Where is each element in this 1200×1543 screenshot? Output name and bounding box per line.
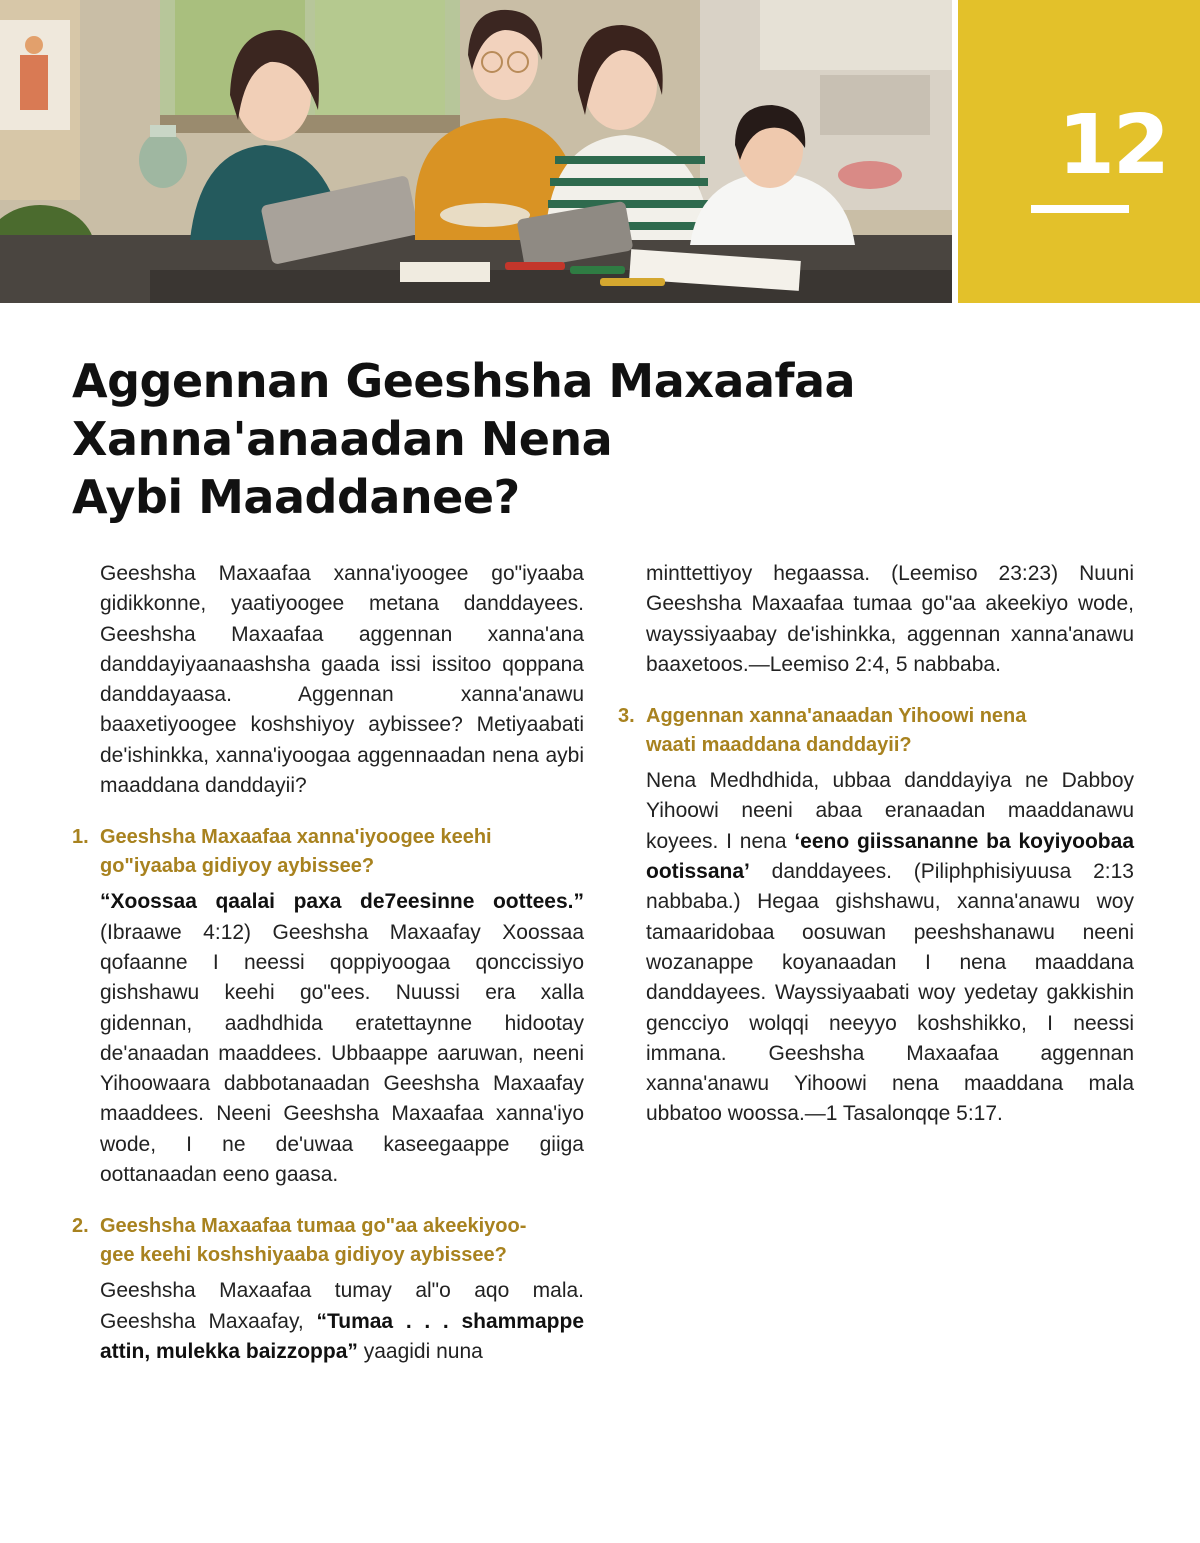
answer-3 <box>646 766 1134 1130</box>
question-number: 1. <box>72 826 89 849</box>
question-line: Aggennan xanna'anaadan Yihoowi nena <box>646 705 1027 728</box>
question-line: go"iyaaba gidiyoy aybissee? <box>100 855 375 878</box>
intro-paragraph: Geeshsha Maxaafaa xanna'iyoogee go"iyaaba gidikkonne, yaatiyoogee metana danddayees. Geeshsha Maxaafaa aggennan xanna'ana danddayiyaanaashsha gaada issi issitoo qoppana danddayaasa. Aggennan xanna'anawu baaxetiyoogee koshshiyoy aybissee? Metiyaabati de'ishinkka, xanna'iyoogaa aggennaadan nena aybi maaddana danddayii? <box>100 562 584 798</box>
scripture-quote: “Xoossaa qaalai paxa de7eesinne oottees.” <box>100 890 584 914</box>
page-title <box>72 352 892 526</box>
left-column <box>72 559 584 1367</box>
question-2 <box>72 1212 584 1270</box>
answer-2-continued: minttettiyoy hegaassa. (Leemiso 23:23) Nuuni Geeshsha Maxaafaa tumaa go"aa akeekiyo wode, wayssiyaabay de'ishinkka, aggennan xanna'anawu baaxetoos.—Leemiso 2:4, 5 nabbaba. <box>646 562 1134 676</box>
question-1 <box>72 823 584 881</box>
question-line: Geeshsha Maxaafaa xanna'iyoogee keehi <box>100 826 492 849</box>
answer-text: Geeshsha Maxaafaa tumay al"o aqo mala. Geeshsha Maxaafay, <box>100 1279 584 1333</box>
chapter-number: 12 <box>1057 98 1168 193</box>
question-line: waati maaddana danddayii? <box>646 734 912 757</box>
scripture-quote: ‘eeno giissananne ba koyiyoobaa ootissana’ <box>646 829 1134 884</box>
question-number: 3. <box>618 705 635 728</box>
answer-1 <box>100 887 584 1190</box>
answer-text: yaagidi nuna <box>357 1339 483 1363</box>
hero-photo <box>0 0 952 303</box>
chapter-tab <box>958 0 1200 303</box>
family-study-illustration <box>0 0 952 303</box>
title-line-1: Aggennan Geeshsha Maxaafaa <box>72 354 856 408</box>
title-line-3: Aybi Maaddanee? <box>72 470 520 524</box>
question-line: Geeshsha Maxaafaa tumaa go"aa akeekiyoo- <box>100 1215 527 1238</box>
answer-text: (Ibraawe 4:12) Geeshsha Maxaafay Xoossaa qofaanne I neessi qoppiyoogaa qonccissiyo gishshawu keehi go"ees. Nuussi era xalla gidennan, aadhdhida eratettaynne hidootay de'anaadan maaddees. Ubbaappe aaruwan, neeni Yihoowaara dabbotanaadan Geeshsha Maxaafay maaddees. Neeni Geeshsha Maxaafaa xanna'iyo wode, I ne de'uwaa kaseegaappe giiga oottanaadan eeno gaasa. <box>100 920 584 1187</box>
scripture-quote: “Tumaa . . . shammappe attin, mulekka baizzoppa” <box>100 1309 584 1363</box>
right-column <box>618 559 1134 1130</box>
answer-text: danddayees. (Piliphphisiyuusa 2:13 nabbaba.) Hegaa gishshawu, xanna'anawu woy tamaaridobaa oosuwan peeshshanawu neeni wozanappe koyanaadan I nena maaddana danddayees. Wayssiyaabati woy yedetay gakkishin gencciyo wolqqi neeyyo koshshikko, I neessi immana. Geeshsha Maxaafaa aggennan xanna'anawu Yihoowi nena maaddana mala ubbatoo woossa.—1 Tasalonqqe 5:17. <box>646 860 1134 1126</box>
answer-text: Nena Medhdhida, ubbaa danddayiya ne Dabboy Yihoowi neeni abaa eranaadan maaddanawu koyees. I nena <box>646 769 1134 853</box>
question-number: 2. <box>72 1215 89 1238</box>
answer-2 <box>100 1276 584 1367</box>
title-line-2: Xanna'anaadan Nena <box>72 412 613 466</box>
question-3 <box>618 702 1134 760</box>
chapter-underline <box>1031 205 1129 213</box>
question-line: gee keehi koshshiyaaba gidiyoy aybissee? <box>100 1244 507 1267</box>
